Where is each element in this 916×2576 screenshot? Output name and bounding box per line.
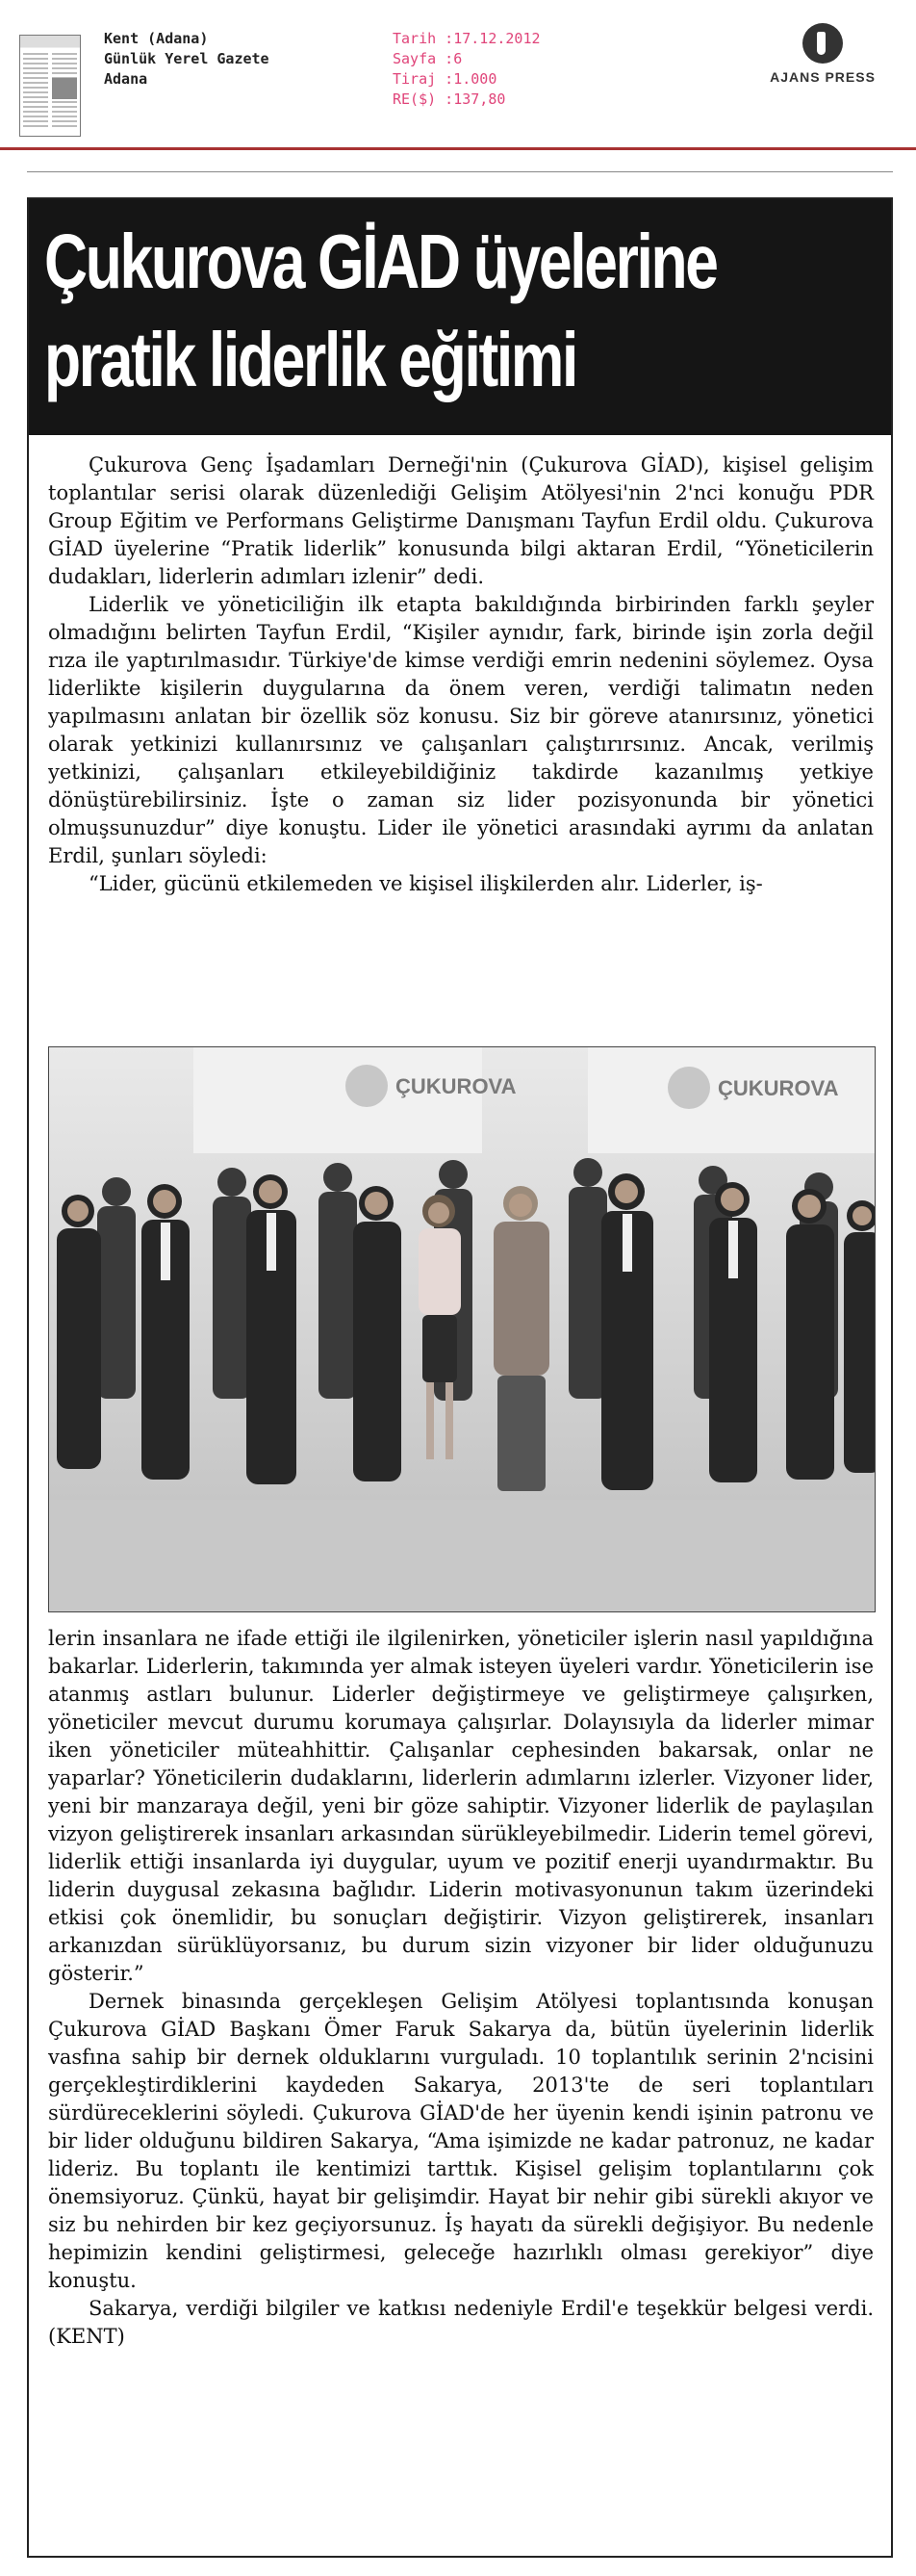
- article-body-bottom: [48, 1625, 874, 2351]
- meta-page: Sayfa :6: [393, 50, 463, 67]
- group-photo: [48, 1046, 876, 1612]
- source-name: Kent (Adana): [104, 30, 209, 47]
- source-city: Adana: [104, 70, 148, 88]
- header-divider: [27, 171, 893, 172]
- paragraph: “Lider, gücünü etkilemeden ve kişisel ilişkilerden alır. Liderler, iş-: [89, 872, 763, 895]
- source-info: [104, 29, 269, 90]
- article-clipping: [27, 197, 893, 2558]
- headline: [44, 213, 717, 409]
- source-type: Günlük Yerel Gazete: [104, 50, 269, 67]
- logo-text: AJANS PRESS: [770, 69, 876, 85]
- logo-mark-icon: [802, 23, 843, 64]
- meta-circulation: Tiraj :1.000: [393, 70, 497, 88]
- paragraph: Çukurova Genç İşadamları Derneği'nin (Çukurova GİAD), kişisel gelişim toplantılar serisi olarak düzenlediği Gelişim Atölyesi'nin 2'nci konuğu PDR Group Eğitim ve Performans Geliştirme Danışmanı Tayfun Erdil oldu. Çukurova GİAD üyelerine “Pratik liderlik” konusunda bilgi aktaran Erdil, “Yöneticilerin dudakları, liderlerin adımları izlenir” dedi.: [48, 453, 874, 588]
- photo-banner-text: ÇUKUROVA: [718, 1076, 839, 1100]
- ajans-press-logo: [760, 23, 885, 85]
- headline-line-2: pratik liderlik eğitimi: [44, 317, 577, 402]
- paragraph: Sakarya, verdiği bilgiler ve katkısı nedeniyle Erdil'e teşekkür belgesi verdi.(KENT): [48, 2297, 874, 2348]
- meta-date: Tarih :17.12.2012: [393, 30, 541, 47]
- photo-banner-text: ÇUKUROVA: [395, 1074, 517, 1098]
- paragraph: Dernek binasında gerçekleşen Gelişim Atölyesi toplantısında konuşan Çukurova GİAD Başkanı Ömer Faruk Sakarya da, bütün üyelerinin liderlik vasfına sahip bir dernek olduklarını vurguladı. 10 toplantılık serinin 2'ncisini gerçekleştirdiklerini kaydeden Sakarya, 2013'te de seri toplantıları sürdüreceklerini söyledi. Çukurova GİAD'de her üyenin kendi işinin patronu ve bir lider olduğunu bildiren Sakarya, “Ama işimizde ne kadar patronuz, ne kadar lideriz. Bu toplantı ile kentimizi tarttık. Kişisel gelişim toplantılarını çok önemsiyoruz. Çünkü, hayat bir gelişimdir. Hayat bir nehir gibi sürekli akıyor ve siz bu nehirden bir kez geçiyorsunuz. İş hayatı da sürekli değişiyor. Bu nedenle hepimizin kendini geliştirmesi, geleceğe hazırlıklı olması gerekiyor” diye konuştu.: [48, 1990, 874, 2292]
- paragraph: lerin insanlara ne ifade ettiği ile ilgilenirken, yöneticiler işlerin nasıl yapıldığına bakarlar. Liderlerin, takımında yer almak isteyen üyeleri vardır. Yöneticilerin ise atanmış astları bulunur. Liderler değiştirmeye ve geliştirmeye çalışırken, yöneticiler mevcut durumu korumaya çalışırlar. Dolayısıyla da liderler mimar iken yöneticiler müteahhittir. Çalışanlar cephesinden bakarsak, onlar ne yaparlar? Yöneticilerin dudaklarını, liderlerin adımlarını izlerler. Vizyoner lider, yeni bir manzaraya değil, yeni bir göze sahiptir. Vizyoner liderlik de paylaşılan vizyon geliştirerek insanları arkasından sürükleyebilmedir. Liderin temel görevi, liderlik ettiği insanlarda iyi duygular, uyum ve pozitif enerji uyandırmaktır. Bu liderin duygusal zekasına bağlıdır. Liderin motivasyonunun takım üzerindeki etkisi çok önemlidir, bu sonuçları değiştirir. Vizyon geliştirerek, insanları arkanızdan sürüklüyorsanız, bu durum sizin vizyoner bir lider olduğunuzu gösterir.”: [48, 1627, 874, 1985]
- meta-ad-value: RE($) :137,80: [393, 90, 506, 108]
- newspaper-thumbnail: [19, 35, 81, 137]
- paragraph: Liderlik ve yöneticiliğin ilk etapta bakıldığında birbirinden farklı şeyler olmadığını belirten Tayfun Erdil, “Kişiler aynıdır, fark, birinde işin zorla değil rıza ile yaptırılmasıdır. Türkiye'de kimse verdiği emrin nedenini söylemez. Oysa liderlikte kişilerin duygularına da önem veren, verdiği talimatın neden yapılmasını anlatan bir özellik söz konusu. Siz bir göreve atanırsınız, yönetici olarak yetkinizi kullanırsınız ve çalışanları çalıştırırsınız. Ancak, verilmiş yetkinizi, çalışanları etkileyebildiğiniz takdirde kazanılmış yetkiye dönüştürebilirsiniz. İşte o zaman siz lider pozisyonunda bir yönetici olmuşsunuzdur” diye konuştu. Lider ile yönetici arasındaki ayrımı da anlatan Erdil, şunları söyledi:: [48, 593, 874, 867]
- headline-box: [29, 199, 891, 435]
- publication-meta: [393, 29, 541, 110]
- article-body-top: [48, 451, 874, 898]
- clipping-header: [0, 0, 916, 144]
- headline-line-1: Çukurova GİAD üyelerine: [44, 219, 717, 304]
- header-rule: [0, 147, 916, 150]
